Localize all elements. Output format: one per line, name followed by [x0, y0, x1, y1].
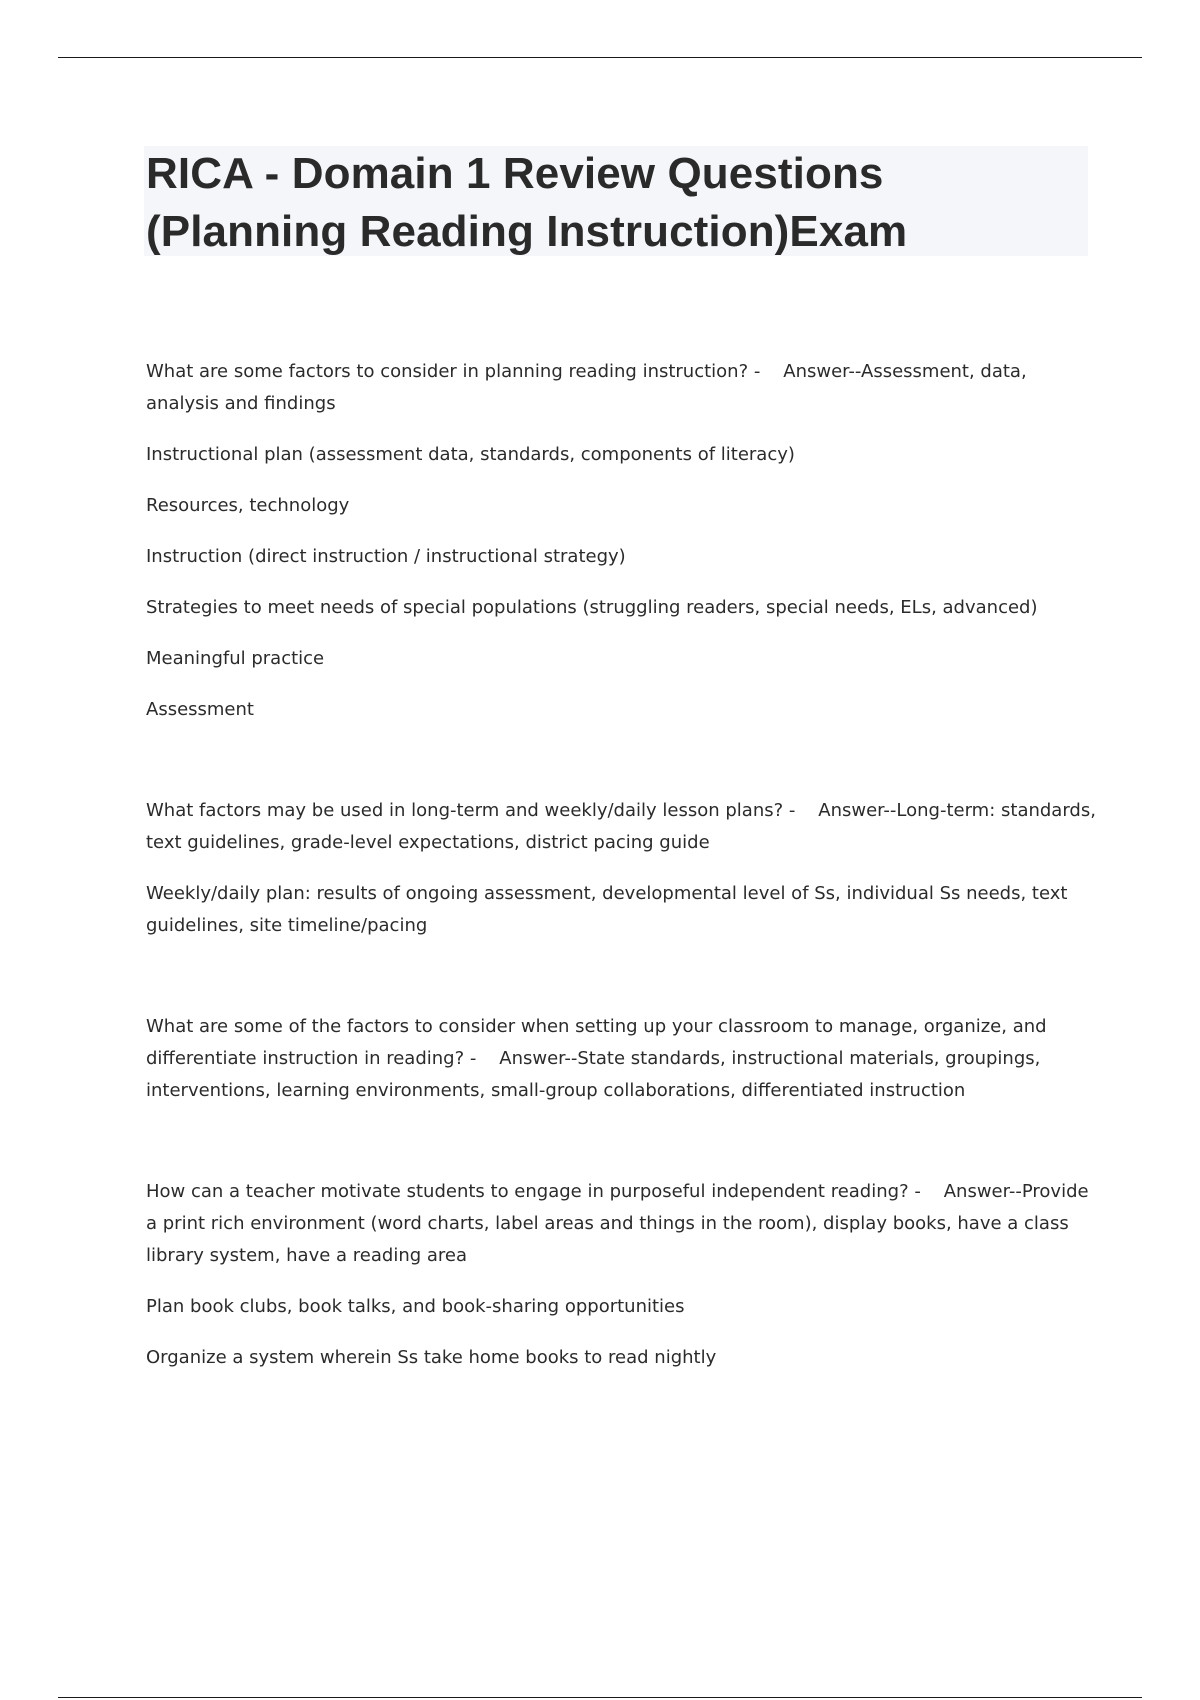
qa-1-extra-4: Strategies to meet needs of special populations (struggling readers, special needs, ELs, advanced)	[146, 597, 1038, 618]
qa-2-question-answer	[146, 795, 1096, 859]
qa-4-extra-2: Organize a system wherein Ss take home books to read nightly	[146, 1347, 717, 1368]
qa-2-extra-1: Weekly/daily plan: results of ongoing assessment, developmental level of Ss, individual Ss needs, text guidelines, site timeline/pacing	[146, 883, 1068, 936]
qa-4-extra-1: Plan book clubs, book talks, and book-sharing opportunities	[146, 1296, 685, 1317]
qa-1-extra-6: Assessment	[146, 699, 254, 720]
qa-3-question-answer	[146, 1011, 1096, 1107]
bottom-rule	[58, 1697, 1142, 1698]
qa-4-question: How can a teacher motivate students to engage in purposeful independent reading? -	[146, 1181, 921, 1202]
section-gap	[146, 1126, 1096, 1176]
qa-1-question-answer	[146, 356, 1096, 420]
qa-1-answer: Answer--Assessment, data, analysis and findings	[146, 361, 1027, 414]
qa-block-3	[146, 1011, 1096, 1107]
section-gap	[146, 745, 1096, 795]
qa-block-1	[146, 356, 1096, 726]
qa-1-question: What are some factors to consider in planning reading instruction? -	[146, 361, 761, 382]
qa-3-question: What are some of the factors to consider when setting up your classroom to manage, organize, and differentiate instruction in reading? -	[146, 1016, 1047, 1069]
qa-4-question-answer	[146, 1176, 1096, 1272]
qa-4-answer: Answer--Provide a print rich environment (word charts, label areas and things in the room), display books, have a class library system, have a reading area	[146, 1181, 1089, 1266]
qa-1-extra-1: Instructional plan (assessment data, standards, components of literacy)	[146, 444, 795, 465]
qa-3-answer: Answer--State standards, instructional materials, groupings, interventions, learning environments, small-group collaborations, differentiated instruction	[146, 1048, 1041, 1101]
top-rule	[58, 57, 1142, 58]
qa-2-answer: Answer--Long-term: standards, text guidelines, grade-level expectations, district pacing guide	[146, 800, 1096, 853]
section-gap	[146, 961, 1096, 1011]
qa-2-question: What factors may be used in long-term and weekly/daily lesson plans? -	[146, 800, 796, 821]
document-body	[146, 356, 1096, 1393]
document-title: RICA - Domain 1 Review Questions (Planning Reading Instruction)Exam	[146, 149, 908, 256]
qa-1-extra-5: Meaningful practice	[146, 648, 325, 669]
qa-1-extra-2: Resources, technology	[146, 495, 350, 516]
qa-block-4	[146, 1176, 1096, 1374]
qa-block-2	[146, 795, 1096, 942]
qa-1-extra-3: Instruction (direct instruction / instructional strategy)	[146, 546, 626, 567]
